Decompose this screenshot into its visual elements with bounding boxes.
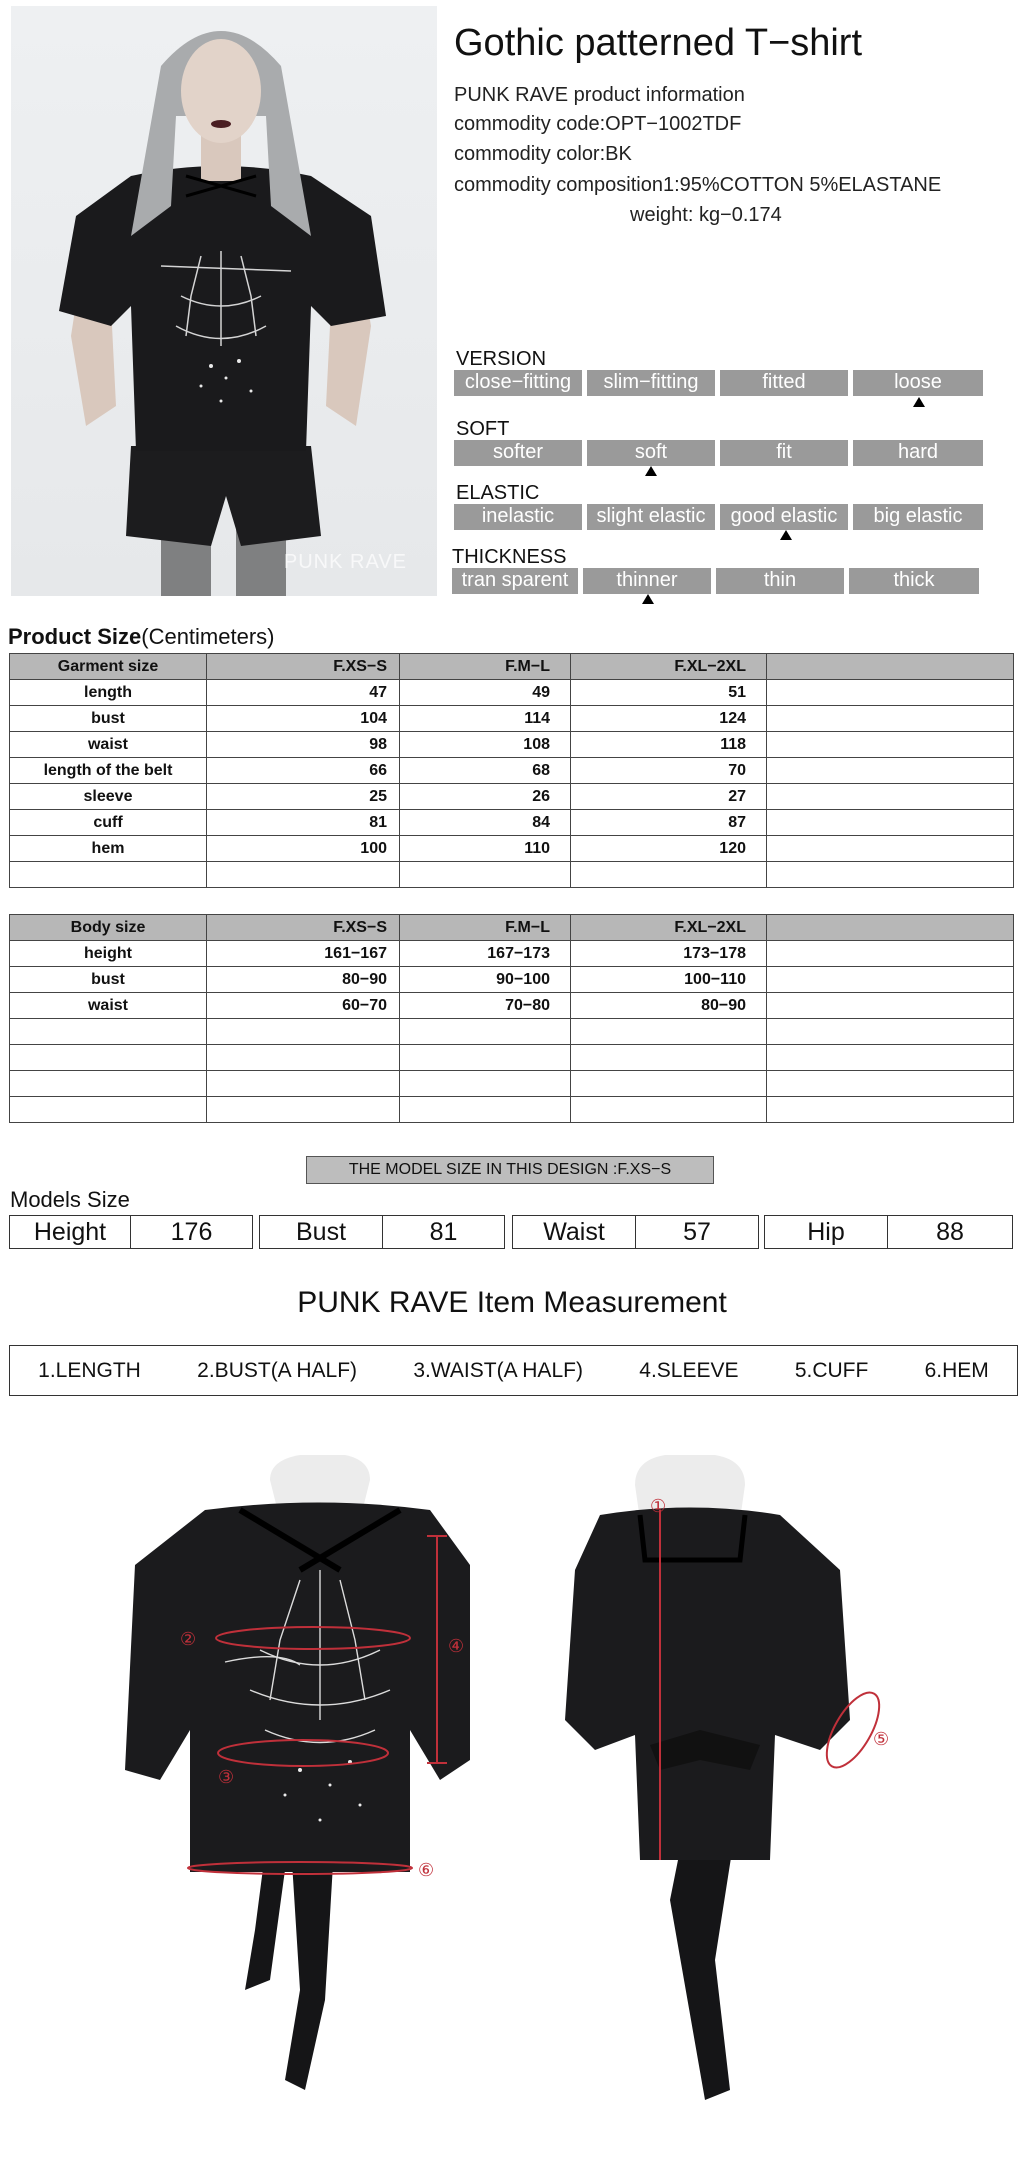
table-cell: length (10, 680, 207, 706)
model-photo (11, 6, 437, 596)
table-cell (400, 1045, 571, 1071)
model-hip (764, 1215, 1013, 1249)
header-cell: F.XL−2XL (571, 654, 767, 680)
table-row (10, 810, 1014, 836)
table-row (10, 993, 1014, 1019)
model-waist (512, 1215, 759, 1249)
product-size-table (9, 653, 1014, 888)
measurement-title: PUNK RAVE Item Measurement (297, 1286, 727, 1319)
table-cell: 100 (207, 836, 400, 862)
table-cell: waist (10, 732, 207, 758)
color-label: commodity color: (454, 143, 606, 165)
measurement-legend (9, 1345, 1018, 1396)
table-cell (207, 1019, 400, 1045)
models-size-label: Models Size (10, 1187, 130, 1212)
table-cell: 173−178 (571, 941, 767, 967)
header-cell: F.XL−2XL (571, 915, 767, 941)
table-cell (767, 967, 1014, 993)
header-cell: F.M−L (400, 915, 571, 941)
table-cell (571, 1071, 767, 1097)
version-label: VERSION (456, 348, 547, 370)
code-row (454, 113, 741, 136)
measurement-item: 4.SLEEVE (639, 1358, 739, 1382)
body-size-table (9, 914, 1014, 1123)
table-header (10, 915, 1014, 941)
measurement-item: 5.CUFF (794, 1358, 869, 1382)
header-cell: Garment size (10, 654, 207, 680)
table-cell (767, 836, 1014, 862)
model-hip-value: 88 (936, 1217, 964, 1246)
table-row (10, 836, 1014, 862)
table-cell: 90−100 (400, 967, 571, 993)
table-cell (207, 1097, 400, 1123)
table-cell (207, 1071, 400, 1097)
table-cell: 81 (207, 810, 400, 836)
table-cell (767, 862, 1014, 888)
table-cell: 51 (571, 680, 767, 706)
header-cell (767, 654, 1014, 680)
color-value: BK (605, 143, 632, 165)
header-cell: Body size (10, 915, 207, 941)
model-bust-label: Bust (260, 1216, 383, 1248)
table-cell: 124 (571, 706, 767, 732)
table-cell (571, 1045, 767, 1071)
measurement-item: 3.WAIST(A HALF) (413, 1358, 583, 1382)
table-cell: cuff (10, 810, 207, 836)
watermark: PUNK RAVE (283, 551, 407, 573)
table-row (10, 758, 1014, 784)
table-cell (571, 862, 767, 888)
table-cell: height (10, 941, 207, 967)
soft-option-3: fit (720, 440, 848, 466)
table-cell (767, 784, 1014, 810)
marker-bust: ② (180, 1629, 197, 1650)
table-cell: 161−167 (207, 941, 400, 967)
table-cell (400, 1097, 571, 1123)
table-cell: 100−110 (571, 967, 767, 993)
measurement-item: 2.BUST(A HALF) (197, 1358, 358, 1382)
table-cell: 49 (400, 680, 571, 706)
table-cell (767, 1071, 1014, 1097)
soft-option-2: soft (587, 440, 715, 466)
header-cell: F.XS−S (207, 654, 400, 680)
version-option-3: fitted (720, 370, 848, 396)
table-row (10, 784, 1014, 810)
product-size-unit: (Centimeters) (141, 624, 275, 649)
thickness-option-2: thinner (583, 568, 711, 594)
model-waist-value: 57 (683, 1217, 711, 1246)
weight-label: weight: (630, 204, 694, 226)
thickness-label: THICKNESS (452, 546, 567, 568)
table-cell: sleeve (10, 784, 207, 810)
marker-waist: ③ (218, 1767, 235, 1788)
table-cell: 104 (207, 706, 400, 732)
table-cell (571, 1097, 767, 1123)
table-cell (10, 1019, 207, 1045)
elastic-option-2: slight elastic (587, 504, 715, 530)
table-cell: 80−90 (571, 993, 767, 1019)
table-cell (767, 732, 1014, 758)
table-cell: 60−70 (207, 993, 400, 1019)
table-cell: bust (10, 967, 207, 993)
table-cell: 110 (400, 836, 571, 862)
measurement-item: 1.LENGTH (38, 1358, 141, 1382)
thickness-option-3: thin (716, 568, 844, 594)
table-cell: 108 (400, 732, 571, 758)
soft-option-1: softer (454, 440, 582, 466)
table-cell (767, 1019, 1014, 1045)
elastic-option-4: big elastic (853, 504, 983, 530)
table-cell (767, 680, 1014, 706)
table-cell: waist (10, 993, 207, 1019)
marker-cuff: ⑤ (873, 1729, 890, 1750)
version-option-2: slim−fitting (587, 370, 715, 396)
info-heading: PUNK RAVE product information (454, 84, 745, 106)
composition-value: 95%COTTON 5%ELASTANE (679, 174, 942, 196)
header-cell (767, 915, 1014, 941)
table-cell: 25 (207, 784, 400, 810)
table-cell (400, 862, 571, 888)
weight-row (630, 204, 782, 227)
table-cell (207, 1045, 400, 1071)
table-cell: 27 (571, 784, 767, 810)
garment-diagrams (0, 1400, 1024, 2176)
table-cell: 98 (207, 732, 400, 758)
table-cell: 167−173 (400, 941, 571, 967)
table-cell (400, 1071, 571, 1097)
table-row (10, 941, 1014, 967)
measurement-item: 6.HEM (924, 1358, 989, 1382)
version-option-4: loose (853, 370, 983, 396)
header-cell: F.M−L (400, 654, 571, 680)
model-size-note: THE MODEL SIZE IN THIS DESIGN :F.XS−S (306, 1156, 714, 1184)
header-cell: F.XS−S (207, 915, 400, 941)
table-cell: 87 (571, 810, 767, 836)
marker-hem: ⑥ (418, 1860, 435, 1881)
table-cell: bust (10, 706, 207, 732)
table-cell: 118 (571, 732, 767, 758)
model-height (9, 1215, 253, 1249)
table-cell: 66 (207, 758, 400, 784)
table-row (10, 1071, 1014, 1097)
front-garment (125, 1455, 470, 2090)
table-cell: length of the belt (10, 758, 207, 784)
model-height-label: Height (10, 1216, 131, 1248)
table-row (10, 706, 1014, 732)
elastic-option-3: good elastic (720, 504, 848, 530)
soft-option-4: hard (853, 440, 983, 466)
version-selected-marker (913, 397, 925, 407)
composition-row (454, 174, 941, 197)
table-header (10, 654, 1014, 680)
marker-sleeve: ④ (448, 1636, 465, 1657)
table-cell (767, 1097, 1014, 1123)
table-cell (767, 1045, 1014, 1071)
table-cell (207, 862, 400, 888)
model-bust-value: 81 (429, 1217, 458, 1246)
model-hip-label: Hip (765, 1216, 888, 1248)
code-label: commodity code: (454, 113, 606, 135)
table-cell: 70−80 (400, 993, 571, 1019)
table-cell: 26 (400, 784, 571, 810)
elastic-option-1: inelastic (454, 504, 582, 530)
product-title: Gothic patterned T−shirt (454, 22, 863, 64)
table-row (10, 862, 1014, 888)
table-cell (571, 1019, 767, 1045)
model-bust (259, 1215, 505, 1249)
back-garment (565, 1455, 890, 2100)
table-cell: 84 (400, 810, 571, 836)
table-cell: 114 (400, 706, 571, 732)
version-option-1: close−fitting (454, 370, 582, 396)
table-cell (10, 1097, 207, 1123)
table-row (10, 1097, 1014, 1123)
table-cell: 120 (571, 836, 767, 862)
table-cell: hem (10, 836, 207, 862)
table-cell: 47 (207, 680, 400, 706)
thickness-option-1: tran sparent (452, 568, 578, 594)
model-waist-label: Waist (513, 1216, 636, 1248)
table-cell (767, 706, 1014, 732)
marker-length: ① (650, 1496, 667, 1517)
weight-value: kg−0.174 (698, 204, 782, 226)
table-row (10, 967, 1014, 993)
product-size-title (8, 624, 275, 650)
table-cell (767, 758, 1014, 784)
code-value: OPT−1002TDF (605, 113, 742, 135)
soft-selected-marker (645, 466, 657, 476)
table-cell: 70 (571, 758, 767, 784)
table-cell (767, 993, 1014, 1019)
table-cell (10, 862, 207, 888)
table-cell (767, 941, 1014, 967)
composition-label: commodity composition1: (454, 174, 680, 196)
thickness-option-4: thick (849, 568, 979, 594)
table-cell: 80−90 (207, 967, 400, 993)
table-cell (400, 1019, 571, 1045)
model-height-value: 176 (170, 1217, 213, 1246)
color-row (454, 143, 632, 166)
soft-label: SOFT (456, 418, 510, 440)
product-size-heading: Product Size (8, 624, 142, 649)
elastic-selected-marker (780, 530, 792, 540)
table-row (10, 1019, 1014, 1045)
table-cell (767, 810, 1014, 836)
table-row (10, 1045, 1014, 1071)
table-row (10, 732, 1014, 758)
table-cell: 68 (400, 758, 571, 784)
elastic-label: ELASTIC (456, 482, 540, 504)
thickness-selected-marker (642, 594, 654, 604)
table-cell (10, 1071, 207, 1097)
table-row (10, 680, 1014, 706)
table-cell (10, 1045, 207, 1071)
